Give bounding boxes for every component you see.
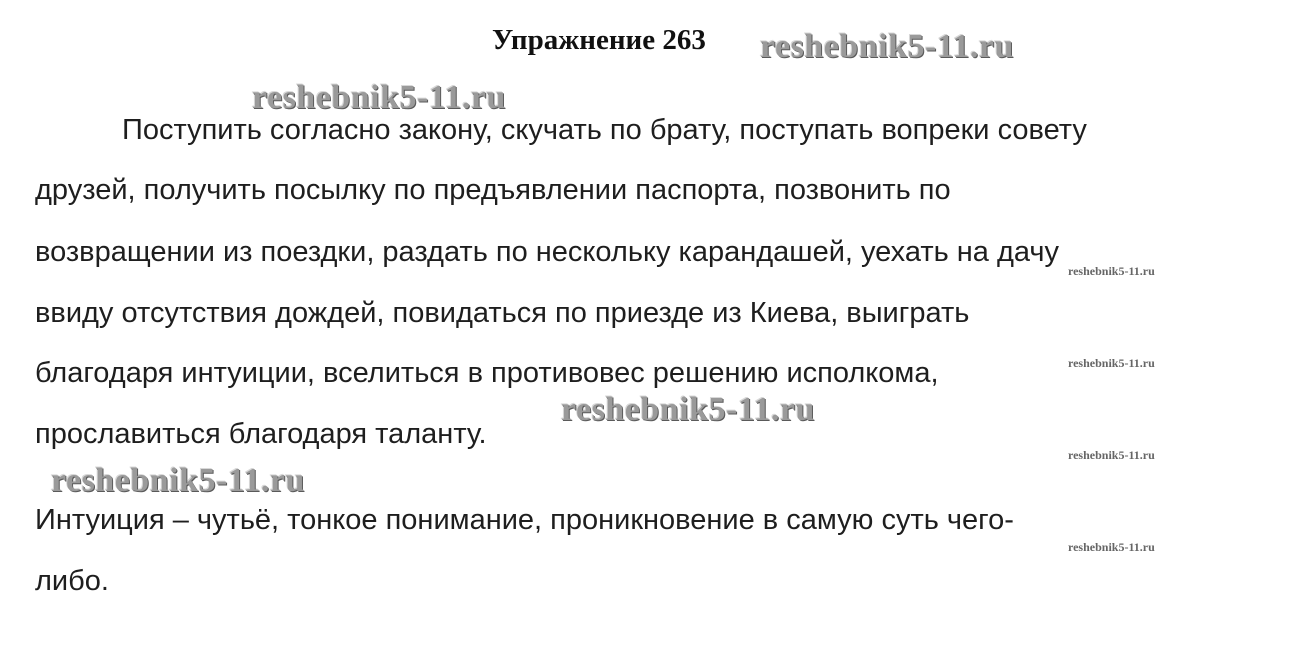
paragraph-line-6: прославиться благодаря таланту. — [35, 418, 487, 450]
definition-line-1: Интуиция – чутьё, тонкое понимание, проникновение в самую суть чего- — [35, 504, 1014, 536]
paragraph-line-2: друзей, получить посылку по предъявлении паспорта, позвонить по — [35, 174, 951, 206]
watermark-small: reshebnik5-11.ru — [1068, 448, 1155, 462]
watermark-small: reshebnik5-11.ru — [1068, 356, 1155, 370]
paragraph-line-1: Поступить согласно закону, скучать по брату, поступать вопреки совету — [122, 114, 1087, 146]
exercise-title: Упражнение 263 — [492, 24, 706, 56]
watermark: reshebnik5-11.ru — [561, 391, 815, 428]
watermark: reshebnik5-11.ru — [252, 79, 506, 116]
watermark: reshebnik5-11.ru — [760, 28, 1014, 65]
watermark-small: reshebnik5-11.ru — [1068, 540, 1155, 554]
watermark: reshebnik5-11.ru — [51, 462, 305, 499]
definition-line-2: либо. — [35, 565, 109, 597]
paragraph-line-5: благодаря интуиции, вселиться в противовес решению исполкома, — [35, 357, 939, 389]
watermark-small: reshebnik5-11.ru — [1068, 264, 1155, 278]
paragraph-line-3: возвращении из поездки, раздать по нескольку карандашей, уехать на дачу — [35, 236, 1060, 268]
paragraph-line-4: ввиду отсутствия дождей, повидаться по приезде из Киева, выиграть — [35, 297, 970, 329]
